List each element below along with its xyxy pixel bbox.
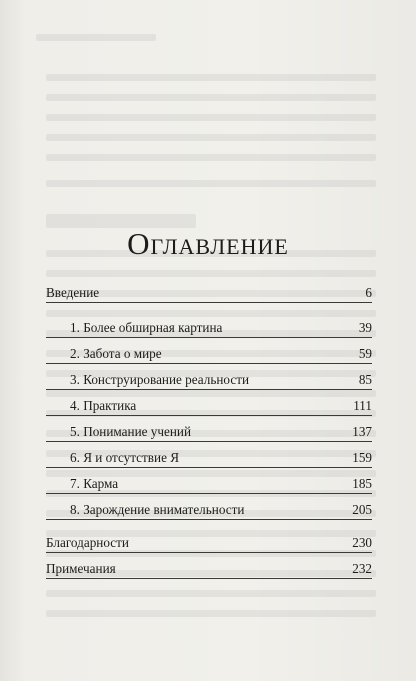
toc-entry-label: 3. Конструирование реальности <box>70 372 250 387</box>
toc-entry-label: 2. Забота о мире <box>70 346 162 361</box>
toc-entry-label: 8. Зарождение внимательности <box>70 502 245 517</box>
toc-entry-page: 205 <box>352 502 372 517</box>
toc-title: Оглавление <box>127 226 289 261</box>
entry-underline <box>46 519 372 520</box>
toc-entry-chapter-4[interactable] <box>46 396 372 416</box>
entry-underline <box>46 467 372 468</box>
toc-entry-page: 185 <box>352 476 372 491</box>
entry-underline <box>46 363 372 364</box>
entry-underline <box>46 302 372 303</box>
entry-underline <box>46 441 372 442</box>
toc-entry-page: 111 <box>353 398 372 413</box>
entry-underline <box>46 552 372 553</box>
toc-entry-chapter-3[interactable] <box>46 370 372 390</box>
toc-entry-chapter-2[interactable] <box>46 344 372 364</box>
toc-entry-label: Благодарности <box>46 535 129 550</box>
entry-underline <box>46 415 372 416</box>
toc-entry-page: 39 <box>358 320 372 335</box>
toc-entry-label: Введение <box>46 285 100 300</box>
toc-entry-label: Примечания <box>46 561 116 576</box>
toc-entry-page: 232 <box>352 561 372 576</box>
toc-entry-chapter-8[interactable] <box>46 500 372 520</box>
toc-entry-page: 59 <box>358 346 372 361</box>
toc-entry-introduction[interactable] <box>46 283 372 303</box>
toc-entry-chapter-1[interactable] <box>46 318 372 338</box>
toc-entry-notes[interactable] <box>46 559 372 579</box>
entry-underline <box>46 389 372 390</box>
toc-entry-label: 4. Практика <box>70 398 137 413</box>
toc-entry-label: 6. Я и отсутствие Я <box>70 450 180 465</box>
toc-entry-label: 7. Карма <box>70 476 119 491</box>
toc-entry-page: 159 <box>352 450 372 465</box>
toc-entry-chapter-5[interactable] <box>46 422 372 442</box>
toc-entry-page: 137 <box>352 424 372 439</box>
toc-entry-chapter-7[interactable] <box>46 474 372 494</box>
toc-entry-page: 6 <box>365 285 372 300</box>
toc-entry-page: 230 <box>352 535 372 550</box>
entry-underline <box>46 337 372 338</box>
toc-entry-chapter-6[interactable] <box>46 448 372 468</box>
toc-entry-label: 1. Более обширная картина <box>70 320 223 335</box>
toc-entry-acknowledgements[interactable] <box>46 533 372 553</box>
entry-underline <box>46 578 372 579</box>
entry-underline <box>46 493 372 494</box>
toc-entry-page: 85 <box>358 372 372 387</box>
toc-entry-label: 5. Понимание учений <box>70 424 192 439</box>
